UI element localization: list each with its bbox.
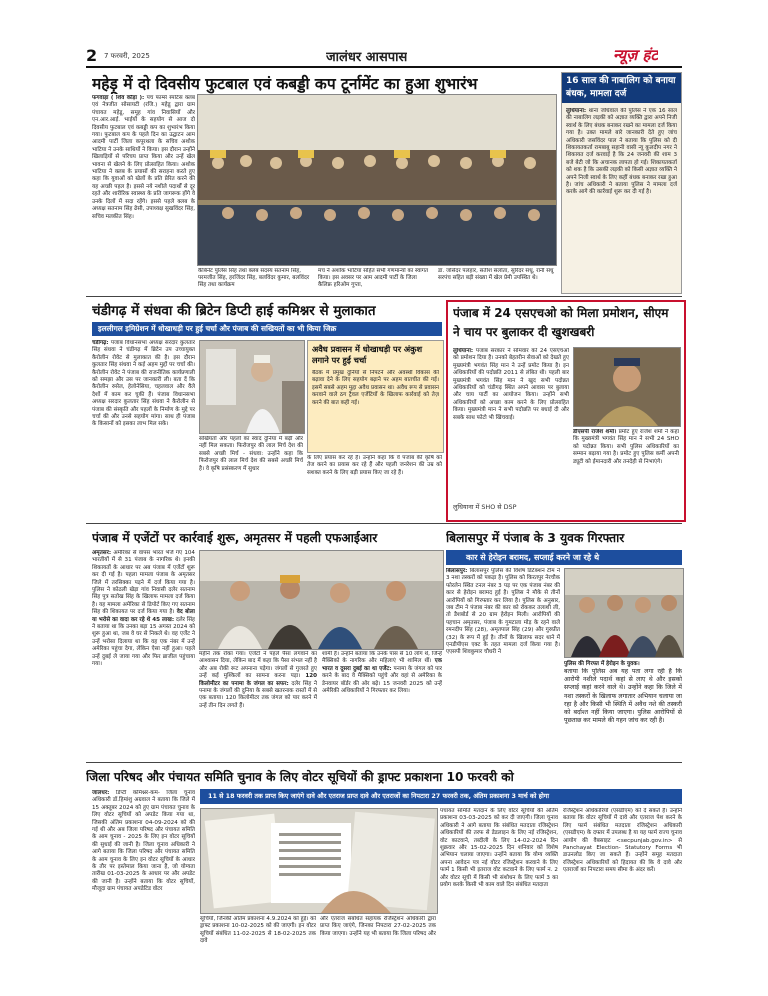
story4-photo-caption bbox=[573, 429, 679, 499]
story4-headline: पंजाब में 24 एसएचओ को मिला प्रमोशन, सीएम ने चाय पर बुलाकर दी खुशखबरी bbox=[453, 306, 669, 339]
story6-col2: बताया कि पुलिस अब यह पता लगा रही है कि आरोपी नशीले पदार्थ कहां से लाए थे और इसको सप्लाई कहां करने वाले थे। उन्होंने कहा कि जिले में नशा तस्करों के खिलाफ लगातार अभियान चलाया जा रहा है और किसी भी स्थिति में अवैध नशे की तस्करी को बर्दाश्त नहीं किया जाएगा। पुलिस आरोपियों से पूछताछ कर मामले की गहन जांच कर रही है। bbox=[564, 668, 682, 725]
story7-dateline: जालंधर: bbox=[92, 790, 110, 796]
story7-col5: रजिस्ट्रेशन अधिकारियों (एसडीएम) को दे सकते हैं। उन्होंने बताया कि वोटर सूचियों में दावे और एतराज पेश करने के लिए फार्म संबंधित मतदाता रजिस्ट्रेशन अधिकारी (एसडीएम) के दफ्तर में उपलब्ध है या यह फार्म राज्य चुनाव आयोग की वैबसाइट <secpunjab.gov.in> से Panchayat Election- Statutory Forms भी डाउनलोड किए जा सकते हैं। उन्होंने समूह मतदाता रजिस्ट्रेशन अधिकारियों को हिदायत की कि वे दावे और एतराजों का निपटारा समय सीमा के अंदर करें। bbox=[563, 808, 682, 874]
story5-col2-text: महीने तक रोका गया। एजेंटों ने पहले पैसा लगवाने का आश्वासन दिया, लेकिन बाद में कहा कि पैसा संभल नहीं है और अब रोकी रूट अपनाना पड़ेगा। जंगलों से गुजरते हुए उन्हें कई मुश्किलों का सामना करना पड़ा। bbox=[199, 651, 317, 680]
story4-footer: लुधियाना में SHO से DSP bbox=[453, 503, 517, 511]
story3-subhead: इललीगल इमिग्रेशन में धोखाधड़ी पर हुई चर्चा और पंजाब की सखियतों का भी किया जिक्र bbox=[92, 322, 442, 336]
story5-headline: पंजाब में एजेंटों पर कार्रवाई शुरू, अमृतसर में पहली एफआईआर bbox=[92, 531, 378, 545]
deportees-photo bbox=[200, 551, 443, 649]
story1-dateline: फगवाड़ा ( शिव कौड़ा ): bbox=[92, 95, 145, 101]
dsp-portrait-photo bbox=[574, 348, 680, 426]
story7-col2: सूचियों, जिनकी अंतिम प्रकाशना 4.9.2024 को हुई। को ड्राफ्ट प्रकाशना 10-02-2025 को की जाएगी। इन वोटर सूचियों संबंधित 11-02-2025 से 18-02-2025 तक दावे bbox=[200, 916, 316, 945]
story5-subhead1: वेद बोला या भरोसे का वादा कर रहे थे 45 लाख: bbox=[92, 609, 195, 623]
story7-text: डिप्टी कमिश्नर-कम- जिला चुनाव अधिकारी डॉ.हिमांशु अग्रवाल ने बताया कि जिले में 15 अक्तूबर 2024 को हुए ग्राम पंचायत चुनाव के लिए वोटर सूचियों को अपडेट किया गया था, जिसकी अंतिम प्रकाशना 04-09-2024 को की गई थी और अब जिला परिषद और पंचायत समिति के आम चुनाव - 2025 के लिए इन वोटर सूचियों की सुधाई की जानी है। जिला चुनाव अधिकारी ने आगे बताया कि जिला परिषद और पंचायत समिति के आम चुनाव के लिए इन वोटर सूचियों के आधार के तौर पर इस्तेमाल किया जाना है, जो योग्यता तारीख 01-03-2025 के आधार पर और अपडेट की जानी है। उन्होंने बताया कि वोटर सूचियों, मौजूदा ग्राम पंचायत अपडेटिड वोटर bbox=[92, 790, 195, 893]
masthead bbox=[86, 44, 682, 68]
story5-dateline: अमृतसर: bbox=[92, 550, 112, 556]
story6-text: बिलासपुर पुलिस की विशेष डिटेक्शन टीम ने 3 नशा तस्करों को पकड़ा है। पुलिस को किरतपुर नेरचौक फोरलेन स्थित टनल नंबर 3 पड़ पर एक पंजाब नंबर की कार से हेरोइन बरामद हुई है। पुलिस ने मौके से तीनों आरोपियों को गिरफ्तार कर लिया है। पुलिस के अनुसार, जब टीम ने पंजाब नंबर की कार को रोककर तलाशी ली, तो डैशबोर्ड से 20 ग्राम हेरोइन मिली। आरोपियों की पहचान अमृतसर, पंजाब के गुमटाला मोड़ के रहने वाले रमनदीप सिंह (28), अमृतपाल सिंह (29) और गुरुप्रीत (32) के रूप में हुई है। तीनों के खिलाफ सदर थाने में एनडीपीएस एक्ट के तहत मामला दर्ज किया गया है। एएसपी शिवकुमार चौधरी ने bbox=[446, 568, 560, 656]
football-event-photo bbox=[198, 95, 556, 265]
page-number: 2 bbox=[86, 46, 98, 65]
page-date: 7 फरवरी, 2025 bbox=[104, 52, 150, 60]
story7-col3: और एतराज संबंधित सहायक रजिस्ट्रेशन अधिकारी द्वारा प्राप्त किए जाएंगे, जिनका निपटारा 27-02-2025 तक किया जाएगा। उन्होंने यह भी बताया कि जिला परिषद और bbox=[320, 916, 436, 937]
story5-text3: दलेर सिंह ने पनामा के जंगलों की दुनिया के सबसे खतरनाक रास्तों में से एक बताया। 120 किलोमीटर तक जंगल को पार करने में उन्हें तीन दिन लगते हैं। bbox=[199, 680, 317, 709]
story1-body bbox=[92, 95, 195, 280]
story3-photo bbox=[199, 340, 305, 434]
story6-subhead: कार से हेरोइन बरामद, सप्लाई करने जा रहे थे bbox=[446, 550, 682, 565]
meeting-photo bbox=[200, 341, 304, 433]
story5-col3 bbox=[322, 651, 442, 756]
story4-caption-text: प्रमोट हुए राजेश शर्मा ने कहा कि मुख्यमंत्री भगवंत सिंह मान ने सभी 24 SHO को पदोन्नत किया। सभी पुलिस अधिकारियों का सम्मान बढ़ाया गया है। प्रमोट हुए पुलिस कर्मी अपनी ड्यूटी को ईमानदारी और तनदेही से निभाएंगे। bbox=[573, 429, 679, 465]
story7-col4: पंचायत समिति मतदान के लिए वोटर सूचियों की अंतिम प्रकाशना 03-03-2025 को कर दी जाएगी। जिला चुनाव अधिकारी ने आगे बताया कि संबंधित मतदाता रजिस्ट्रेशन अधिकारियों की तरफ से डेडलाइन के लिए नई रजिस्ट्रेशन, वोट काटवाने, तब्दीली के लिए 14-02-2024 दिन शुक्रवार और 15-02-2025 दिन शनिवार को विशेष अभियान चलाया जाएगा। उन्होंने बताया कि योग्य व्यक्ति अपना आवेदन पत्र नई वोटर रजिस्ट्रेशन करवाने के लिए फार्म 1 किसी भी इतराज वोट कटवाने के लिए फार्म न. 2 और वोटर सूची में किसी भी संशोधन के लिए फार्म 3 का प्रयोग करके किसी भी काम वाले दिन संबंधित मतदाता bbox=[440, 808, 558, 889]
story3-col3: के लिए प्रयास कर रहे हैं। उन्होंने कहा कि वे पंजाब की कृषि को तेज करने का प्रयास कर रहे हैं और पहली जनरेशन की उम्र को सशक्त करने के लिए बड़ी प्रयास किए जा रहे हैं। bbox=[307, 455, 442, 476]
section-title: जालंधर आसपास bbox=[326, 50, 408, 65]
story6-photo bbox=[564, 568, 684, 658]
story2-text: थाना जोधेवाल की पुलिस ने एक 16 साल की नाबालिग लड़की को अज्ञात व्यक्ति द्वारा अपने निजी स्वार्थ के लिए बंधक बनाकर रखने का मामला दर्ज किया गया है। उक्त मामले बारे जानकारी देते हुए जांच अधिकारी जसविंदर पाल ने बताया कि पुलिस को दी शिकायतकर्ता रामबाबू सहानी वासी न्यू कुलदीप नगर ने शिकायत दर्ज करवाई है कि 24 जनवरी की शाम 3 बजे बेटी जो कि अचानक लापता हो गई। शिकायतकर्ता को शक है कि उसकी लड़की को किसी अज्ञात व्यक्ति ने अपने निजी स्वार्थ के लिए कहीं बंधक बनाकर रखा हुआ है। जांच अधिकारी ने बताया पुलिस ने मामला दर्ज करके आगे की कार्रवाई शुरू कर दी गई है। bbox=[566, 108, 677, 196]
story2-box bbox=[561, 72, 682, 294]
story3-box-title: अवैध प्रवासन में धोखाधड़ी पर अंकुश लगाने पर हुई चर्चा bbox=[312, 344, 423, 365]
story2-headline: 16 साल की नाबालिग को बनाया बंधक, मामला दर्ज bbox=[562, 73, 681, 103]
story4-body bbox=[453, 348, 569, 498]
story3-box bbox=[307, 340, 444, 453]
story4-text: पंजाब सरकार ने सोमवार को 24 एसएचओ को प्रमोशन दिया है। उनको बेहतरीन सेवाओं को देखते हुए मुख्यमंत्री भगवंत सिंह मान ने उन्हें प्रमोट किया है। इन अधिकारियों की पदोन्नति 2011 से लंबित थी। पहली बार मुख्यमंत्री भगवंत सिंह मान ने खुद सभी पदोन्नत अधिकारियों को चंडीगढ़ स्थित अपने आवास पर बुलाया और चाय पार्टी का आयोजन किया। उन्होंने सभी अधिकारियों को अच्छा काम करने के लिए प्रोत्साहित किया। मुख्यमंत्री मान ने सभी पदोन्नति पर बधाई दी और सबके साथ फोटो भी खिंचवाई। bbox=[453, 348, 569, 421]
story7-photo bbox=[200, 808, 438, 914]
story5-text2: दलेर सिंह ने बताया था कि उनका बड़ा 15 अगस्त 2024 को शुरू हुआ था, जब वे घर से निकले थे। वह एजेंट ने उन्हें भरोसा दिलाया था कि वह एक नंबर में उन्हें अमेरिका पहुंचा देगा, लेकिन ऐसा नहीं हुआ। पहले उन्हें दुबई ले जाया गया और फिर ब्राजील पहुंचाया गया। bbox=[92, 616, 195, 668]
story1-caption-3: डा. जसिंदर पलहार, सतीश सलोता, सुरिंदर संधू, रानी संधू सरपंच सहित बड़ी संख्या में खेल प्रेमी उपस्थित थे। bbox=[438, 268, 554, 282]
story1-photo bbox=[197, 94, 557, 266]
story4-box bbox=[446, 300, 686, 522]
story4-caption-title: डीएसपी राजेश शर्मा। bbox=[573, 429, 617, 435]
story5-col3-text: शामी है। उन्होंने बताया कि उनके पास से 10 लॉग थे, जिन्हें मैक्सिको के नागरिक और महिलाएं भी शामिल थीं। bbox=[322, 651, 442, 665]
arrested-youths-photo bbox=[565, 569, 683, 657]
story3-headline: चंडीगढ़ में संधवा की ब्रिटेन डिप्टी हाई कमिश्नर से मुलाकात bbox=[92, 303, 376, 319]
story3-body bbox=[92, 340, 195, 518]
story5-photo bbox=[199, 550, 444, 650]
story3-text: पंजाब विधानसभा अध्यक्ष सरदार कुलतार सिंह संधवा ने चंडीगढ़ में ब्रिटेन उप उच्चायुक्त कैरोलीन रोवेट से मुलाकात की है। इस दौरान कुलतार सिंह संधवा ने कई अहम मुद्दों पर चर्चा की। कैरोलीन रोवेट ने पंजाब की राजनीतिक कार्यप्रणाली को समझा और उस पर जानकारी ली। बता दें कि कैरोलीन रुसेल, हेलोनेसिया, चहलवाल और वैले देशों में काम कर चुकी हैं। पंजाब विधानसभा अध्यक्ष सरदार कुलतार सिंह संधवा ने कैरोलीन से पंजाब की संस्कृति और पहलों के निर्माण के मुद्दे पर चर्चा की और उनसे सहयोग मांगा। साथ ही पंजाब के किसानों को इसका लाभ मिल सके। bbox=[92, 340, 195, 428]
story7-subhead: 11 से 18 फरवरी तक प्राप्त किए जाएंगे दावे और एतराज प्राप्त दावे और एतराजों का निपटारा 27 फरवरी तक, अंतिम प्रकाशना 3 मार्च को होगा bbox=[200, 789, 682, 804]
story4-dateline: लुधियाना: bbox=[453, 348, 474, 354]
story5-subhead3: एक भारत व दूसरा दुबई का था एजेंट: bbox=[322, 658, 442, 672]
story1-caption-2: मंच ने अशोक भाटिया सहित सभी गणमान्यों का स्वागत किया। इस अवसर पर आम आदमी पार्टी के जिला कैलिफ्र हरिओम गुप्ता, bbox=[318, 268, 429, 289]
story1-caption-1: कैबिनेट पुलिस सिंह तथा क्लब सदस्य सतनाम सिंह, परमजीत सिंह, हरजिंदर सिंह, बलविंदर कुमार, बलविंदर सिंह तथा कार्यक्रम bbox=[198, 268, 310, 289]
story6-photo-caption: पुलिस की गिरफ्त में हेरोइन के युवक। bbox=[564, 661, 640, 667]
story3-box-body: बैठक में प्रमुख दुनियाँ से निपटने और अवस्थी विकास की बढ़ावा देने के लिए सहयोग बढ़ाने पर अहम बातचीत की गई। इसमें सबसे अहम मुद्दा अवैध प्रवासन था। अवैध रूप से प्रवासन करवाने वाले ठग ट्रैवल एजेंटियों के खिलाफ कार्रवाई को तेज़ करने की बात कही गई। bbox=[312, 370, 439, 406]
story5-body bbox=[92, 550, 195, 756]
story3-col2: सखियतों और पहलों का स्वाद दुनिया में बढ़ी और नहीं मिल सकता। फिरोजपुर की लाल मिर्च देश की सबसे अच्छी मिर्च - संधवा: उन्होंने कहा कि फिरोजपुर की लाल मिर्च देश की सबसे अच्छी मिर्च है। वे कृषि प्रसंस्करण में सुधार bbox=[199, 436, 303, 472]
story2-dateline: लुधियाना: bbox=[566, 108, 587, 114]
story5-subhead2: 120 किलोमीटर का पनामा के जंगल का सफर: bbox=[199, 673, 317, 687]
story1-headline: महेड़ू में दो दिवसीय फुटबाल एवं कबड्डी कप टूर्नामेंट का हुआ शुभारंभ bbox=[92, 75, 478, 93]
voter-list-photo bbox=[201, 809, 437, 913]
story6-headline: बिलासपुर में पंजाब के 3 युवक गिरफ्तार bbox=[446, 531, 625, 545]
story7-body bbox=[92, 790, 195, 984]
story4-photo bbox=[573, 347, 681, 427]
story6-dateline: बिलासपुर: bbox=[446, 568, 468, 574]
story1-text: पंच फार्म्स स्पोर्टस क्लब एवं नेत्रजीत सोसायटी (रजि.) महेडू द्वारा ग्राम पंचायत महेडू, समूह गांव निवासियों और एन.आर.आई. भाईयों के सहयोग से आज दो दिवसीय फुटबाल एवं कबड्डी कप का शुभारंभ किया गया। फुटबाल कप के पहले दिन का उद्घाटन आम आदमी पार्टी जिला कपूरथला के सचिव अशोक भाटिया ने उनके साथियों ने किया। इस दौरान उन्होंने खिलाड़ियों से परिचय प्राप्त किया और उन्हें खेल भावना से खेलने के लिए प्रोत्साहित किया। अशोक भाटिया ने क्लब के प्रयासों की सराहना करते हुए कहा कि युवाओं को खेलों के प्रति प्रेरित करने की यह अच्छी पहल है। इससे नये नशीले पदार्थों से दूर रहते और शारीरिक स्वास्थ्य के प्रति जागरूक होंगे वे उनके दिलों में सदा रहेंगे। इससे पहले क्लब के अध्यक्ष सतनाम सिंह ढेसी, उपाध्यक्ष सुखविंदर सिंह, सचिव मलकीत सिंह। bbox=[92, 95, 195, 220]
story3-dateline: चंडीगढ़: bbox=[92, 340, 109, 346]
story2-body bbox=[566, 108, 677, 290]
story5-text4: पनामा के जंगल को पार करने के बाद वे मैक्सिको पहुंचे और वहां से अमेरिका के डेनवायर बॉर्डर की ओर बढ़े। 15 जनवरी 2025 को उन्हें अमेरिकी अधिकारियों ने गिरफ्तार कर लिया। bbox=[322, 665, 442, 695]
story6-body bbox=[446, 568, 560, 756]
newspaper-logo: न्यूज़ हंट bbox=[613, 46, 659, 64]
story5-col2 bbox=[199, 651, 317, 756]
story7-headline: जिला परिषद और पंचायत समिति चुनाव के लिए वोटर सूचियों की ड्राफ्ट प्रकाशना 10 फरवरी को bbox=[86, 770, 514, 784]
story5-text: अमेरिका से वापस भारत भेजे गए 104 भारतीयों में से 31 पंजाब के नागरिक थे। इनकी शिकायतों के आधार पर अब पंजाब में एजेंटों शुरू कर दी गई है। पहला मामला पंजाब के अमृतसर जिले में तरसिक्का पड़ने में दर्ज किया गया है। पुलिस ने कोठली खेड़ा गांव निवासी दलेर सतनाम सिंह पुत्र सतोख सिंह के खिलाफ मामला दर्ज किया है। यह मामला अमेरिका से डिपोर्ट किए गए सतनाम सिंह की शिकायत पर दर्ज किया गया है। bbox=[92, 550, 195, 616]
